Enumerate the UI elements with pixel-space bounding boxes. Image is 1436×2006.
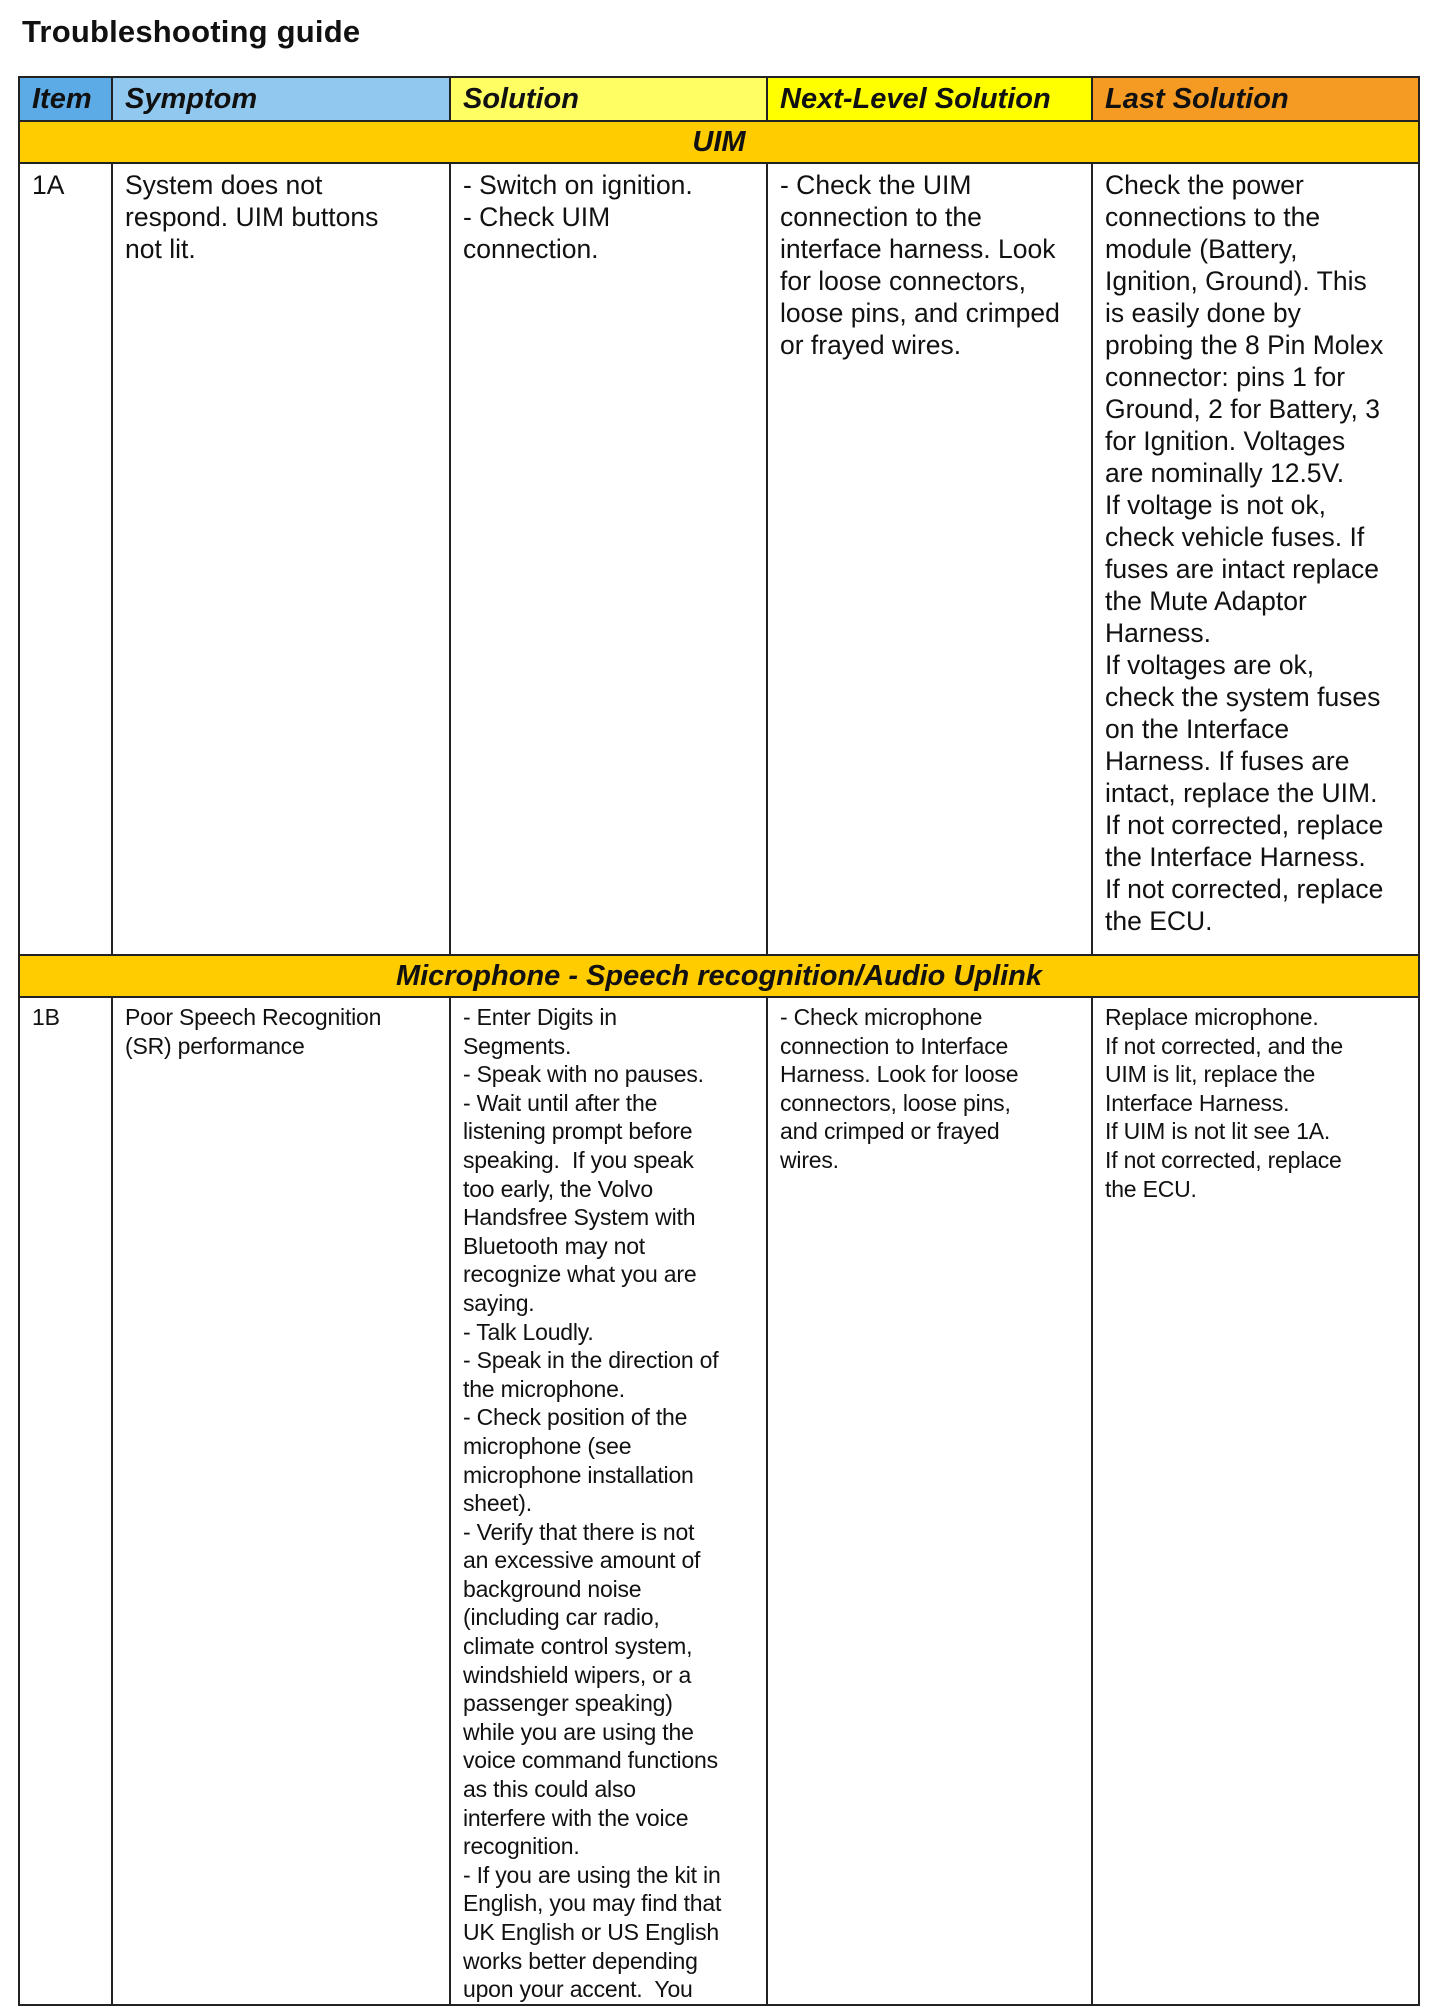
- column-header-last-solution: Last Solution: [1092, 77, 1419, 121]
- section-title-uim: UIM: [19, 121, 1419, 163]
- last-solution-cell: [1092, 997, 1419, 2005]
- item-id: 1B: [32, 1004, 60, 1030]
- next-level-solution-text: - Check the UIM connection to the interface harness. Look for loose connectors, loose pins, and crimped or frayed wires.: [780, 170, 1060, 360]
- symptom-cell: [112, 163, 450, 955]
- table-row: [19, 163, 1419, 955]
- symptom-cell: [112, 997, 450, 2005]
- solution-text: - Switch on ignition. - Check UIM connection.: [463, 170, 693, 264]
- solution-cell: [450, 997, 767, 2005]
- item-id: 1A: [32, 170, 65, 200]
- item-cell: [19, 997, 112, 2005]
- symptom-text: Poor Speech Recognition (SR) performance: [125, 1004, 382, 1059]
- column-header-symptom: Symptom: [112, 77, 450, 121]
- solution-text: - Enter Digits in Segments. - Speak with no pauses. - Wait until after the listening prompt before speaking. If you speak too early, the Volvo Handsfree System with Bluetooth may not recognize what you are saying. - Talk Loudly. - Speak in the direction of the microphone. - Check position of the microphone (see microphone installation sheet). - Verify that there is not an excessive amount of background noise (including car radio, climate control system, windshield wipers, or a passenger speaking) while you are using the voice command functions as this could also interfere with the voice recognition. - If you are using the kit in English, you may find that UK English or US English works better depending upon your accent. You: [463, 1004, 722, 2003]
- column-header-next-level-solution: Next-Level Solution: [767, 77, 1092, 121]
- next-level-solution-cell: [767, 163, 1092, 955]
- table-row: [19, 997, 1419, 2005]
- next-level-solution-text: - Check microphone connection to Interface Harness. Look for loose connectors, loose pins, and crimped or frayed wires.: [780, 1004, 1019, 1173]
- item-cell: [19, 163, 112, 955]
- column-header-solution: Solution: [450, 77, 767, 121]
- last-solution-cell: [1092, 163, 1419, 955]
- header-row: [19, 77, 1419, 121]
- section-title-microphone: Microphone - Speech recognition/Audio Uplink: [19, 955, 1419, 997]
- section-row-uim: [19, 121, 1419, 163]
- last-solution-text: Check the power connections to the module (Battery, Ignition, Ground). This is easily done by probing the 8 Pin Molex connector: pins 1 for Ground, 2 for Battery, 3 for Ignition. Voltages are nominally 12.5V. If voltage is not ok, check vehicle fuses. If fuses are intact replace the Mute Adaptor Harness. If voltages are ok, check the system fuses on the Interface Harness. If fuses are intact, replace the UIM. If not corrected, replace the Interface Harness. If not corrected, replace the ECU.: [1105, 170, 1384, 936]
- section-row-microphone: [19, 955, 1419, 997]
- symptom-text: System does not respond. UIM buttons not lit.: [125, 170, 379, 264]
- next-level-solution-cell: [767, 997, 1092, 2005]
- document-title: Troubleshooting guide: [22, 14, 361, 49]
- last-solution-text: Replace microphone. If not corrected, and the UIM is lit, replace the Interface Harness. If UIM is not lit see 1A. If not corrected, replace the ECU.: [1105, 1004, 1343, 1202]
- solution-cell: [450, 163, 767, 955]
- troubleshooting-table: [18, 76, 1420, 2006]
- column-header-item: Item: [19, 77, 112, 121]
